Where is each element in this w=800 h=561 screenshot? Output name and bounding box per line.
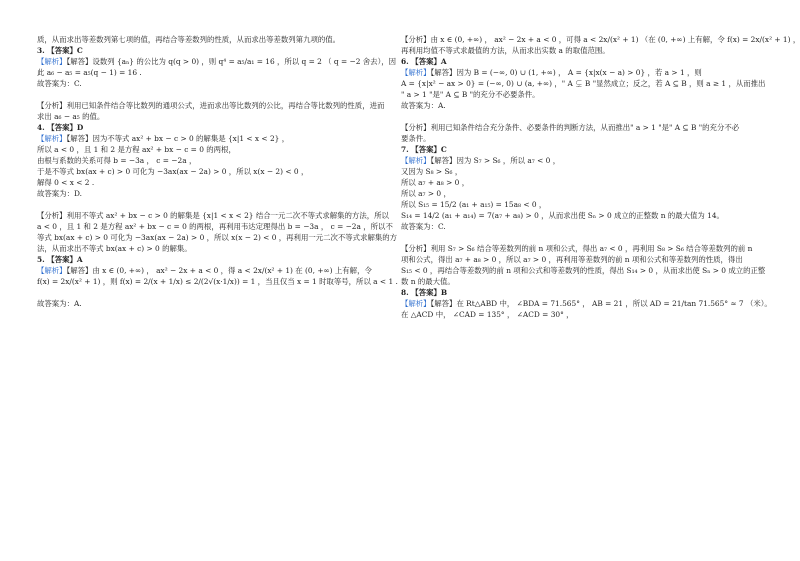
- answer-heading: [37, 254, 379, 265]
- answer-heading: [401, 56, 743, 67]
- right-column: [401, 34, 800, 320]
- line-text: 数 n 的最大值。: [401, 277, 455, 286]
- line-text: 再利用均值不等式求最值的方法，从而求出实数 a 的取值范围。: [401, 46, 610, 55]
- line-text: 质，从而求出等差数列第七项的值，再结合等差数列的性质，从而求出等差数列第九项的值。: [37, 35, 341, 44]
- text-line: [37, 298, 379, 309]
- text-line: [37, 133, 379, 144]
- line-text: 求出 a₆ − a₅ 的值。: [37, 112, 105, 121]
- line-text: f(x) = 2x/(x² + 1) ，则 f(x) = 2/(x + 1/x) ≤ 2/(2√(x·1/x)) = 1 ，当且仅当 x = 1 时取等号，所以 a < 1 .: [37, 277, 398, 286]
- text-line: [401, 309, 743, 320]
- line-text: 【解答】因为 B = (−∞, 0) ∪ (1, +∞) ， A = {x|x(x − a) > 0} ，若 a > 1 ，则: [430, 68, 702, 77]
- text-line: [37, 265, 379, 276]
- line-text: A = {x|x² − ax > 0} = (−∞, 0) ∪ (a, +∞) ，" A ⊊ B "显然成立；反之，若 A ⊆ B ，则 a ≥ 1 ，从而推出: [401, 79, 766, 88]
- line-text: 故答案为：A.: [37, 299, 82, 308]
- text-line: [401, 210, 743, 221]
- line-text: 3. 【答案】C: [37, 46, 83, 55]
- answer-heading: [401, 287, 743, 298]
- line-text: 所以 a₇ > 0 ，: [401, 189, 451, 198]
- line-text: 法，从而求出不等式 bx(ax + c) > 0 的解集。: [37, 244, 192, 253]
- line-text: 【分析】利用不等式 ax² + bx − c > 0 的解集是 {x|1 < x < 2} 结合一元二次不等式求解集的方法，所以: [37, 211, 389, 220]
- text-line: [37, 34, 379, 45]
- line-text: 【解答】因为 S₇ > S₆ ，所以 a₇ < 0 ，: [430, 156, 561, 165]
- text-line: [37, 221, 393, 232]
- line-text: a < 0 ，且 1 和 2 是方程 ax² + bx − c = 0 的两根，再利用韦达定理得出 b = −3a ， c = −2a ，所以不: [37, 222, 393, 231]
- text-line: [401, 45, 743, 56]
- text-line: [37, 67, 379, 78]
- answer-heading: [37, 45, 379, 56]
- line-text: 【分析】利用已知条件结合充分条件、必要条件的判断方法，从而推出" a > 1 "是" A ⊆ B "的充分不必: [401, 123, 740, 132]
- analysis-tag: 【解析】: [37, 134, 67, 143]
- answer-heading: [37, 122, 379, 133]
- analysis-tag: 【解析】: [401, 68, 431, 77]
- line-text: 4. 【答案】D: [37, 123, 84, 132]
- text-line: [37, 78, 379, 89]
- line-text: 6. 【答案】A: [401, 57, 447, 66]
- text-line: [401, 276, 743, 287]
- line-text: " a > 1 "是" A ⊆ B "的充分不必要条件。: [401, 90, 540, 99]
- analysis-tag: 【解析】: [401, 156, 431, 165]
- text-line: [37, 144, 379, 155]
- line-text: 要条件。: [401, 134, 431, 143]
- text-line: [401, 78, 766, 89]
- text-line: [401, 89, 743, 100]
- text-line: [401, 177, 743, 188]
- left-column: [37, 34, 398, 309]
- text-line: [401, 67, 743, 78]
- blank-line: [37, 287, 379, 298]
- line-text: 8. 【答案】B: [401, 288, 448, 297]
- line-text: 又因为 S₈ > S₆ ，: [401, 167, 463, 176]
- line-text: 故答案为：C.: [401, 222, 446, 231]
- line-text: 【解答】由 x ∈ (0, +∞) ， ax² − 2x + a < 0 ，得 a < 2x/(x² + 1) 在 (0, +∞) 上有解，令: [66, 266, 372, 275]
- blank-line: [37, 199, 379, 210]
- text-line: [401, 100, 743, 111]
- line-text: 于是不等式 bx(ax + c) > 0 可化为 −3ax(ax − 2a) > 0 ，所以 x(x − 2) < 0 ，: [37, 167, 309, 176]
- text-line: [401, 122, 743, 133]
- analysis-tag: 【解析】: [401, 299, 431, 308]
- text-line: [401, 221, 743, 232]
- line-text: 所以 a₇ + a₈ > 0 ，: [401, 178, 470, 187]
- line-text: 项和公式，得出 a₇ + a₈ > 0 ，所以 a₇ > 0 ，再利用等差数列的前 n 项和公式和等差数列的性质，得出: [401, 255, 743, 264]
- line-text: 5. 【答案】A: [37, 255, 83, 264]
- text-line: [401, 265, 766, 276]
- line-text: 【解答】在 Rt△ABD 中， ∠BDA = 71.565° ， AB = 21 ，所以 AD = 21/tan 71.565° ≈ 7 （米）。: [430, 299, 772, 308]
- line-text: 等式 bx(ax + c) > 0 可化为 −3ax(ax − 2a) > 0 ，所以 x(x − 2) < 0 ，再利用一元二次不等式求解集的方: [37, 233, 398, 242]
- line-text: 【分析】利用 S₇ > S₆ 结合等差数列的前 n 项和公式，得出 a₇ < 0 ，再利用 S₈ > S₆ 结合等差数列的前 n: [401, 244, 753, 253]
- line-text: 【解答】因为不等式 ax² + bx − c > 0 的解集是 {x|1 < x < 2} ，: [66, 134, 290, 143]
- line-text: 7. 【答案】C: [401, 145, 447, 154]
- text-line: [37, 276, 398, 287]
- line-text: 所以 S₁₅ = 15/2 (a₁ + a₁₅) = 15a₈ < 0 ，: [401, 200, 547, 209]
- text-line: [37, 232, 398, 243]
- text-line: [37, 111, 379, 122]
- analysis-tag: 【解析】: [37, 57, 67, 66]
- text-line: [401, 199, 743, 210]
- text-line: [37, 155, 379, 166]
- line-text: 由根与系数的关系可得 b = −3a ， c = −2a ，: [37, 156, 197, 165]
- line-text: 在 △ACD 中， ∠CAD = 135° ， ∠ACD = 30° ，: [401, 310, 574, 319]
- text-line: [37, 177, 379, 188]
- text-line: [37, 56, 397, 67]
- text-line: [401, 133, 743, 144]
- analysis-tag: 【解析】: [37, 266, 67, 275]
- line-text: 【分析】利用已知条件结合等比数列的通项公式，进而求出等比数列的公比，再结合等比数列的性质，进而: [37, 101, 385, 110]
- text-line: [37, 188, 379, 199]
- text-line: [37, 243, 379, 254]
- line-text: 此 a₆ − a₅ = a₅(q − 1) = 16 .: [37, 68, 142, 77]
- line-text: 故答案为：D.: [37, 189, 82, 198]
- text-line: [401, 34, 800, 45]
- line-text: S₁₅ < 0 ，再结合等差数列的前 n 项和公式和等差数列的性质，得出 S₁₄ > 0 ，从而求出使 Sₙ > 0 成立的正整: [401, 266, 766, 275]
- line-text: 故答案为：C.: [37, 79, 82, 88]
- text-line: [401, 166, 743, 177]
- text-line: [401, 254, 743, 265]
- text-line: [37, 166, 379, 177]
- line-text: 故答案为：A.: [401, 101, 446, 110]
- line-text: 解得 0 < x < 2 .: [37, 178, 95, 187]
- text-line: [37, 210, 389, 221]
- line-text: 所以 a < 0 ，且 1 和 2 是方程 ax² + bx − c = 0 的两根，: [37, 145, 236, 154]
- line-text: S₁₄ = 14/2 (a₁ + a₁₄) = 7(a₇ + a₈) > 0 ，从而求出使 Sₙ > 0 成立的正整数 n 的最大值为 14。: [401, 211, 724, 220]
- answer-heading: [401, 144, 743, 155]
- line-text: 【分析】由 x ∈ (0, +∞) ， ax² − 2x + a < 0 ，可得 a < 2x/(x² + 1) （在 (0, +∞) 上有解，令 f(x) = 2x/(x² + 1) ，: [401, 35, 800, 44]
- text-line: [401, 243, 753, 254]
- line-text: 【解答】设数列 {aₙ} 的公比为 q(q > 0) ，则 q⁴ = a₅/a₁ = 16 ，所以 q = 2 （ q = −2 舍去），因: [66, 57, 397, 66]
- blank-line: [401, 111, 743, 122]
- text-line: [401, 188, 743, 199]
- blank-line: [37, 89, 379, 100]
- blank-line: [401, 232, 743, 243]
- text-line: [401, 298, 772, 309]
- text-line: [401, 155, 743, 166]
- text-line: [37, 100, 385, 111]
